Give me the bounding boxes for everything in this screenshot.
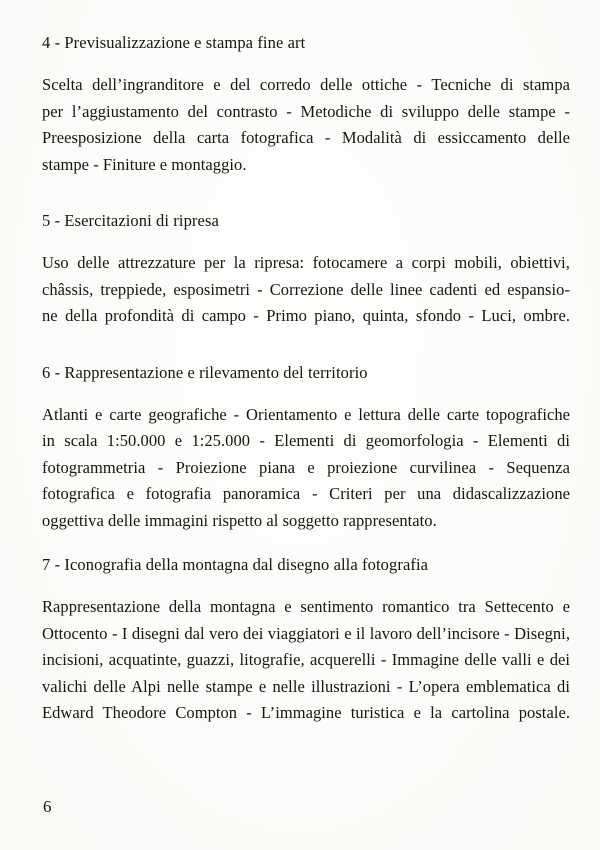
paragraph-line: per l’aggiustamento del contrasto - Metodiche di sviluppo delle stampe -	[42, 101, 570, 121]
paragraph-line: fotogrammetria - Proiezione piana e proiezione curvilinea - Sequenza	[42, 457, 570, 477]
paragraph-line: ne della profondità di campo - Primo piano, quinta, sfondo - Luci, ombre.	[42, 306, 570, 325]
section-5	[42, 208, 570, 330]
paragraph-line: Ottocento - I disegni dal vero dei viaggiatori e il lavoro dell’incisore - Disegni,	[42, 623, 570, 643]
section-heading: 4 - Previsualizzazione e stampa fine art	[42, 33, 306, 52]
paragraph-line: Atlanti e carte geografiche - Orientamento e lettura delle carte topografiche	[42, 404, 570, 424]
paragraph-line: stampe - Finiture e montaggio.	[42, 154, 247, 174]
section-paragraph	[42, 250, 570, 330]
paragraph-line: fotografica e fotografia panoramica - Criteri per una didascalizzazione	[42, 484, 570, 503]
paragraph-line: châssis, treppiede, esposimetri - Correzione delle linee cadenti ed espansio-	[42, 279, 570, 299]
section-heading: 6 - Rappresentazione e rilevamento del territorio	[42, 362, 368, 382]
paragraph-line: Preesposizione della carta fotografica - Modalità di essiccamento delle	[42, 128, 570, 147]
section-paragraph	[42, 594, 570, 727]
paragraph-line: Rappresentazione della montagna e sentimento romantico tra Settecento e	[42, 597, 570, 616]
section-paragraph	[42, 402, 570, 535]
paragraph-line: Uso delle attrezzature per la ripresa: fotocamere a corpi mobili, obiettivi,	[42, 253, 570, 272]
paragraph-line: Scelta dell’ingranditore e del corredo delle ottiche - Tecniche di stampa	[42, 75, 570, 94]
section-7	[42, 552, 570, 727]
section-paragraph	[42, 72, 570, 178]
section-heading: 5 - Esercitazioni di ripresa	[42, 211, 219, 230]
paragraph-line: oggettiva delle immagini rispetto al soggetto rappresentato.	[42, 510, 437, 530]
page-number: 6	[43, 797, 52, 816]
section-heading: 7 - Iconografia della montagna dal disegno alla fotografia	[42, 555, 429, 574]
paragraph-line: in scala 1:50.000 e 1:25.000 - Elementi di geomorfologia - Elementi di	[42, 431, 570, 450]
paragraph-line: incisioni, acquatinte, guazzi, litografie, acquerelli - Immagine delle valli e dei	[42, 650, 570, 669]
section-6	[42, 360, 570, 535]
section-4	[42, 30, 570, 178]
paragraph-line: Edward Theodore Compton - L’immagine turistica e la cartolina postale.	[42, 703, 570, 722]
paragraph-line: valichi delle Alpi nelle stampe e nelle illustrazioni - L’opera emblematica di	[42, 676, 570, 696]
